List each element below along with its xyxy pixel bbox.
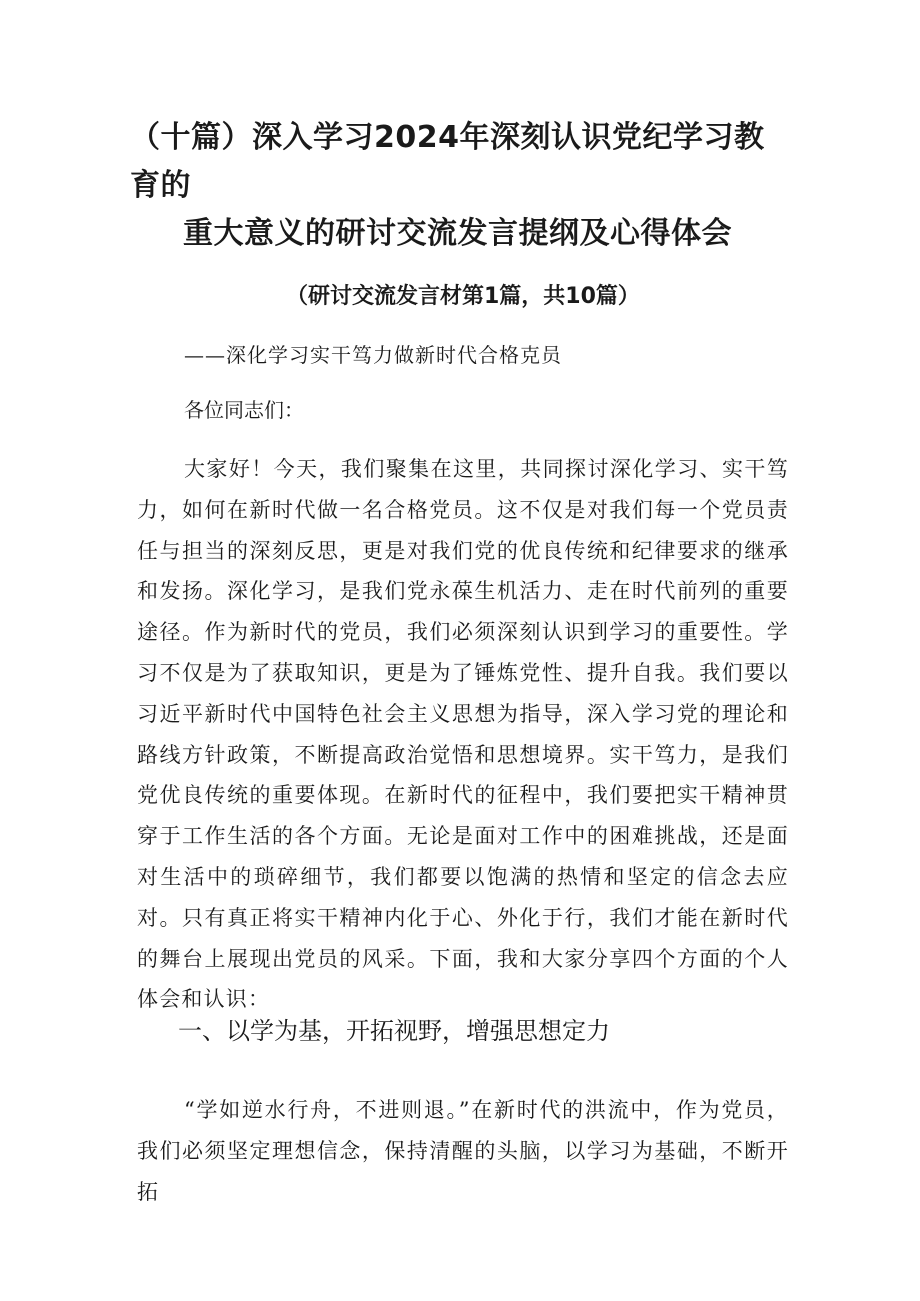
greeting: 各位同志们： xyxy=(184,398,304,422)
body-paragraph-1: 大家好！今天，我们聚集在这里，共同探讨深化学习、实干笃力，如何在新时代做一名合格党员。这不仅是对我们每一个党员责任与担当的深刻反思，更是对我们党的优良传统和纪律要求的继承和发扬。深化学习，是我们党永葆生机活力、走在时代前列的重要途径。作为新时代的党员，我们必须深刻认识到学习的重要性。学习不仅是为了获取知识，更是为了锤炼党性、提升自我。我们要以习近平新时代中国特色社会主义思想为指导，深入学习党的理论和路线方针政策，不断提高政治觉悟和思想境界。实干笃力，是我们党优良传统的重要体现。在新时代的征程中，我们要把实干精神贯穿于工作生活的各个方面。无论是面对工作中的困难挑战，还是面对生活中的琐碎细节，我们都要以饱满的热情和坚定的信念去应对。只有真正将实干精神内化于心、外化于行，我们才能在新时代的舞台上展现出党员的风采。下面，我和大家分享四个方面的个人体会和认识： xyxy=(137,457,789,1012)
title-line-2: 重大意义的研讨交流发言提纲及心得体会 xyxy=(183,216,732,251)
document-subtitle: （研讨交流发言材第1篇，共10篇） xyxy=(286,284,640,309)
body-paragraph-2: “学如逆水行舟，不进则退。”在新时代的洪流中，作为党员，我们必须坚定理想信念，保持清醒的头脑，以学习为基础，不断开拓 xyxy=(137,1098,789,1204)
document-title xyxy=(130,114,790,258)
speech-byline: ——深化学习实干笃力做新时代合格克员 xyxy=(184,343,562,367)
section-heading-1: 一、以学为基，开拓视野，增强思想定力 xyxy=(178,1017,610,1045)
title-line-1: （十篇）深入学习2024年深刻认识党纪学习教育的 xyxy=(130,120,765,203)
